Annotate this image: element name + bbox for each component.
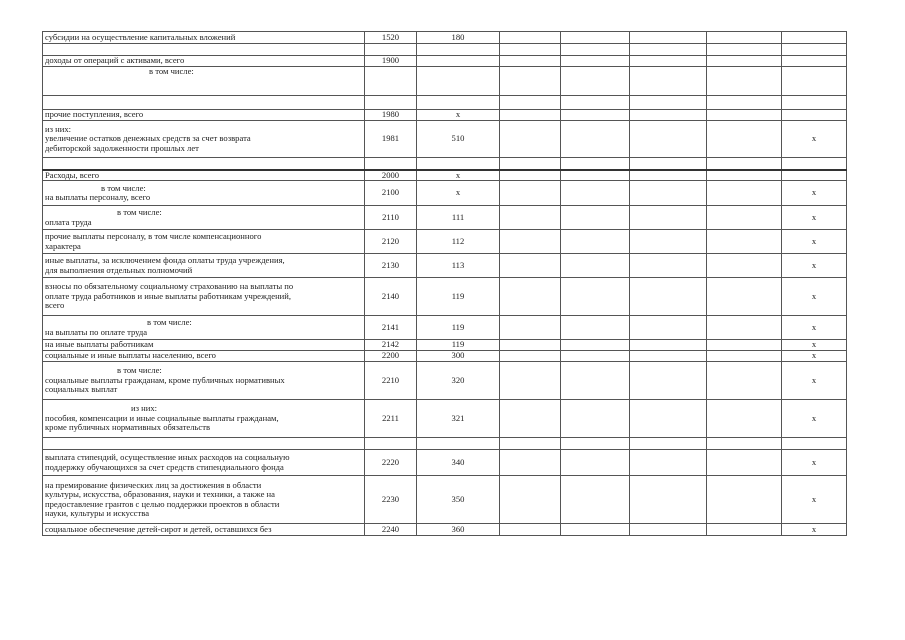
table-row	[43, 158, 847, 170]
cell-line: кроме публичных нормативных обязательств	[45, 422, 211, 433]
empty-cell	[630, 450, 707, 476]
row-kbk-cell	[417, 158, 500, 170]
row-code-cell: 2141	[365, 316, 417, 340]
empty-cell	[500, 170, 561, 181]
empty-cell	[630, 158, 707, 170]
row-name-cell	[43, 362, 365, 400]
row-code-cell	[365, 44, 417, 56]
row-kbk-cell: 119	[417, 316, 500, 340]
row-last-cell: х	[782, 340, 847, 351]
row-last-cell	[782, 67, 847, 96]
row-code-cell: 1981	[365, 121, 417, 158]
empty-cell	[707, 206, 782, 230]
table-row	[43, 230, 847, 254]
row-kbk-cell: 510	[417, 121, 500, 158]
empty-cell	[500, 158, 561, 170]
row-name-cell: прочие выплаты персоналу, в том числе компенсационного характера	[43, 230, 365, 254]
row-code-cell: 2220	[365, 450, 417, 476]
cell-line: социальные выплаты гражданам, кроме публичных нормативных	[45, 374, 285, 385]
empty-cell	[561, 44, 630, 56]
cell-line: в том числе:	[147, 317, 192, 327]
empty-cell	[707, 524, 782, 536]
empty-cell	[707, 362, 782, 400]
empty-cell	[561, 181, 630, 206]
empty-cell	[561, 316, 630, 340]
row-last-cell: х	[782, 476, 847, 524]
cell-line: из них:	[131, 403, 158, 414]
row-last-cell: х	[782, 121, 847, 158]
empty-cell	[630, 32, 707, 44]
empty-cell	[500, 96, 561, 110]
row-last-cell	[782, 158, 847, 170]
empty-cell	[500, 181, 561, 206]
empty-cell	[630, 56, 707, 67]
empty-cell	[707, 67, 782, 96]
empty-cell	[630, 230, 707, 254]
row-name-cell	[43, 206, 365, 230]
cell-line: в том числе:	[101, 182, 146, 193]
table-row	[43, 476, 847, 524]
row-kbk-cell	[417, 96, 500, 110]
empty-cell	[707, 181, 782, 206]
empty-cell	[630, 316, 707, 340]
empty-cell	[630, 438, 707, 450]
empty-cell	[561, 158, 630, 170]
row-kbk-cell	[417, 56, 500, 67]
empty-cell	[561, 340, 630, 351]
row-last-cell: х	[782, 278, 847, 316]
table-row	[43, 170, 847, 181]
row-last-cell	[782, 56, 847, 67]
empty-cell	[707, 32, 782, 44]
table-row	[43, 254, 847, 278]
empty-cell	[630, 351, 707, 362]
empty-cell	[500, 362, 561, 400]
row-name-cell: выплата стипендий, осуществление иных расходов на социальную поддержку обучающихся за счет средств стипендиального фонда	[43, 450, 365, 476]
table-row	[43, 316, 847, 340]
empty-cell	[630, 254, 707, 278]
empty-cell	[707, 438, 782, 450]
row-last-cell: х	[782, 230, 847, 254]
empty-cell	[630, 96, 707, 110]
table-row	[43, 181, 847, 206]
row-last-cell: х	[782, 524, 847, 536]
row-last-cell	[782, 96, 847, 110]
empty-cell	[630, 170, 707, 181]
row-kbk-cell: 340	[417, 450, 500, 476]
empty-cell	[561, 32, 630, 44]
table-row	[43, 121, 847, 158]
empty-cell	[500, 476, 561, 524]
empty-cell	[500, 438, 561, 450]
empty-cell	[561, 56, 630, 67]
empty-cell	[707, 340, 782, 351]
row-name-cell: социальные и иные выплаты населению, всего	[43, 351, 365, 362]
row-last-cell	[782, 438, 847, 450]
empty-cell	[561, 362, 630, 400]
empty-cell	[707, 230, 782, 254]
empty-cell	[500, 56, 561, 67]
empty-cell	[707, 476, 782, 524]
empty-cell	[500, 32, 561, 44]
row-kbk-cell: х	[417, 110, 500, 121]
row-code-cell: 2120	[365, 230, 417, 254]
row-name-cell: доходы от операций с активами, всего	[43, 56, 365, 67]
table-row	[43, 32, 847, 44]
row-name-cell	[43, 44, 365, 56]
empty-cell	[500, 230, 561, 254]
empty-cell	[500, 316, 561, 340]
empty-cell	[630, 340, 707, 351]
empty-cell	[707, 44, 782, 56]
empty-cell	[561, 121, 630, 158]
empty-cell	[500, 524, 561, 536]
row-name-cell: из них: увеличение остатков денежных средств за счет возврата дебиторской задолженности прошлых лет	[43, 121, 365, 158]
row-last-cell	[782, 170, 847, 181]
row-code-cell: 2130	[365, 254, 417, 278]
empty-cell	[561, 96, 630, 110]
table-row	[43, 110, 847, 121]
empty-cell	[707, 96, 782, 110]
table-row	[43, 340, 847, 351]
row-name-cell: субсидии на осуществление капитальных вложений	[43, 32, 365, 44]
budget-plan-table	[42, 31, 847, 536]
row-kbk-cell: 360	[417, 524, 500, 536]
row-code-cell: 2100	[365, 181, 417, 206]
row-last-cell: х	[782, 400, 847, 438]
row-last-cell: х	[782, 181, 847, 206]
cell-line: в том числе:	[117, 207, 162, 217]
cell-line: социальных выплат	[45, 384, 118, 395]
empty-cell	[561, 351, 630, 362]
row-code-cell: 2110	[365, 206, 417, 230]
row-code-cell: 2000	[365, 170, 417, 181]
empty-cell	[707, 316, 782, 340]
cell-line: пособия, компенсации и иные социальные выплаты гражданам,	[45, 412, 279, 423]
table-row	[43, 56, 847, 67]
row-name-cell	[43, 96, 365, 110]
empty-cell	[561, 206, 630, 230]
row-last-cell: х	[782, 206, 847, 230]
empty-cell	[630, 206, 707, 230]
cell-line: на выплаты персоналу, всего	[45, 192, 151, 202]
row-last-cell: х	[782, 362, 847, 400]
empty-cell	[630, 44, 707, 56]
empty-cell	[561, 110, 630, 121]
row-kbk-cell: 111	[417, 206, 500, 230]
row-kbk-cell: 320	[417, 362, 500, 400]
empty-cell	[707, 170, 782, 181]
row-last-cell	[782, 110, 847, 121]
empty-cell	[707, 450, 782, 476]
empty-cell	[630, 278, 707, 316]
row-name-cell	[43, 400, 365, 438]
row-code-cell: 2211	[365, 400, 417, 438]
empty-cell	[561, 524, 630, 536]
row-code-cell: 2230	[365, 476, 417, 524]
cell-line: оплата труда	[45, 216, 92, 227]
empty-cell	[707, 254, 782, 278]
row-kbk-cell: 119	[417, 340, 500, 351]
empty-cell	[561, 438, 630, 450]
row-code-cell: 2210	[365, 362, 417, 400]
row-kbk-cell: 119	[417, 278, 500, 316]
table-row	[43, 67, 847, 96]
row-code-cell: 1520	[365, 32, 417, 44]
empty-cell	[630, 524, 707, 536]
row-kbk-cell: 300	[417, 351, 500, 362]
empty-cell	[630, 362, 707, 400]
row-kbk-cell	[417, 44, 500, 56]
empty-cell	[500, 44, 561, 56]
row-name-cell: в том числе:	[43, 67, 365, 96]
empty-cell	[561, 254, 630, 278]
row-code-cell: 2240	[365, 524, 417, 536]
row-last-cell: х	[782, 316, 847, 340]
empty-cell	[630, 110, 707, 121]
row-name-cell	[43, 181, 365, 206]
table-row	[43, 278, 847, 316]
empty-cell	[500, 278, 561, 316]
empty-cell	[561, 170, 630, 181]
empty-cell	[707, 278, 782, 316]
empty-cell	[500, 121, 561, 158]
row-kbk-cell: 321	[417, 400, 500, 438]
empty-cell	[630, 476, 707, 524]
empty-cell	[500, 400, 561, 438]
row-name-cell: на премирование физических лиц за достижения в области культуры, искусства, образования, науки и техники, а также на предоставление грантов с целью поддержки проектов в области науки, культуры и искусства	[43, 476, 365, 524]
row-code-cell: 2200	[365, 351, 417, 362]
cell-line: в том числе:	[117, 365, 162, 376]
empty-cell	[561, 278, 630, 316]
row-last-cell: х	[782, 351, 847, 362]
table-row	[43, 96, 847, 110]
empty-cell	[707, 351, 782, 362]
empty-cell	[500, 67, 561, 96]
row-last-cell	[782, 32, 847, 44]
table-body	[43, 32, 847, 536]
empty-cell	[500, 450, 561, 476]
empty-cell	[500, 254, 561, 278]
empty-cell	[630, 400, 707, 438]
row-code-cell: 2140	[365, 278, 417, 316]
empty-cell	[707, 121, 782, 158]
empty-cell	[630, 181, 707, 206]
row-kbk-cell	[417, 67, 500, 96]
row-code-cell	[365, 438, 417, 450]
row-code-cell	[365, 96, 417, 110]
row-name-cell: прочие поступления, всего	[43, 110, 365, 121]
row-code-cell: 1900	[365, 56, 417, 67]
row-code-cell: 2142	[365, 340, 417, 351]
table-row	[43, 206, 847, 230]
row-kbk-cell: 180	[417, 32, 500, 44]
row-name-cell	[43, 438, 365, 450]
table-row	[43, 351, 847, 362]
row-code-cell: 1980	[365, 110, 417, 121]
row-kbk-cell: 112	[417, 230, 500, 254]
row-last-cell: х	[782, 254, 847, 278]
empty-cell	[707, 56, 782, 67]
empty-cell	[630, 67, 707, 96]
row-last-cell	[782, 44, 847, 56]
empty-cell	[500, 110, 561, 121]
empty-cell	[561, 450, 630, 476]
empty-cell	[630, 121, 707, 158]
empty-cell	[500, 351, 561, 362]
row-name-cell: иные выплаты, за исключением фонда оплаты труда учреждения, для выполнения отдельных полномочий	[43, 254, 365, 278]
row-code-cell	[365, 158, 417, 170]
row-kbk-cell	[417, 438, 500, 450]
row-name-cell	[43, 316, 365, 340]
table-row	[43, 450, 847, 476]
row-kbk-cell: 350	[417, 476, 500, 524]
cell-line: на выплаты по оплате труда	[45, 326, 148, 337]
row-name-cell: взносы по обязательному социальному страхованию на выплаты по оплате труда работников и иные выплаты работникам учреждений, всего	[43, 278, 365, 316]
empty-cell	[707, 400, 782, 438]
empty-cell	[561, 67, 630, 96]
row-kbk-cell: 113	[417, 254, 500, 278]
empty-cell	[500, 340, 561, 351]
empty-cell	[707, 158, 782, 170]
row-name-cell: на иные выплаты работникам	[43, 340, 365, 351]
row-kbk-cell: х	[417, 181, 500, 206]
row-code-cell	[365, 67, 417, 96]
empty-cell	[707, 110, 782, 121]
table-row	[43, 438, 847, 450]
table-row	[43, 524, 847, 536]
row-name-cell: Расходы, всего	[43, 170, 365, 181]
table-row	[43, 44, 847, 56]
empty-cell	[500, 206, 561, 230]
row-last-cell: х	[782, 450, 847, 476]
empty-cell	[561, 400, 630, 438]
empty-cell	[561, 476, 630, 524]
row-name-cell: социальное обеспечение детей-сирот и детей, оставшихся без	[43, 524, 365, 536]
table-row	[43, 362, 847, 400]
empty-cell	[561, 230, 630, 254]
table-row	[43, 400, 847, 438]
row-name-cell	[43, 158, 365, 170]
row-kbk-cell: х	[417, 170, 500, 181]
